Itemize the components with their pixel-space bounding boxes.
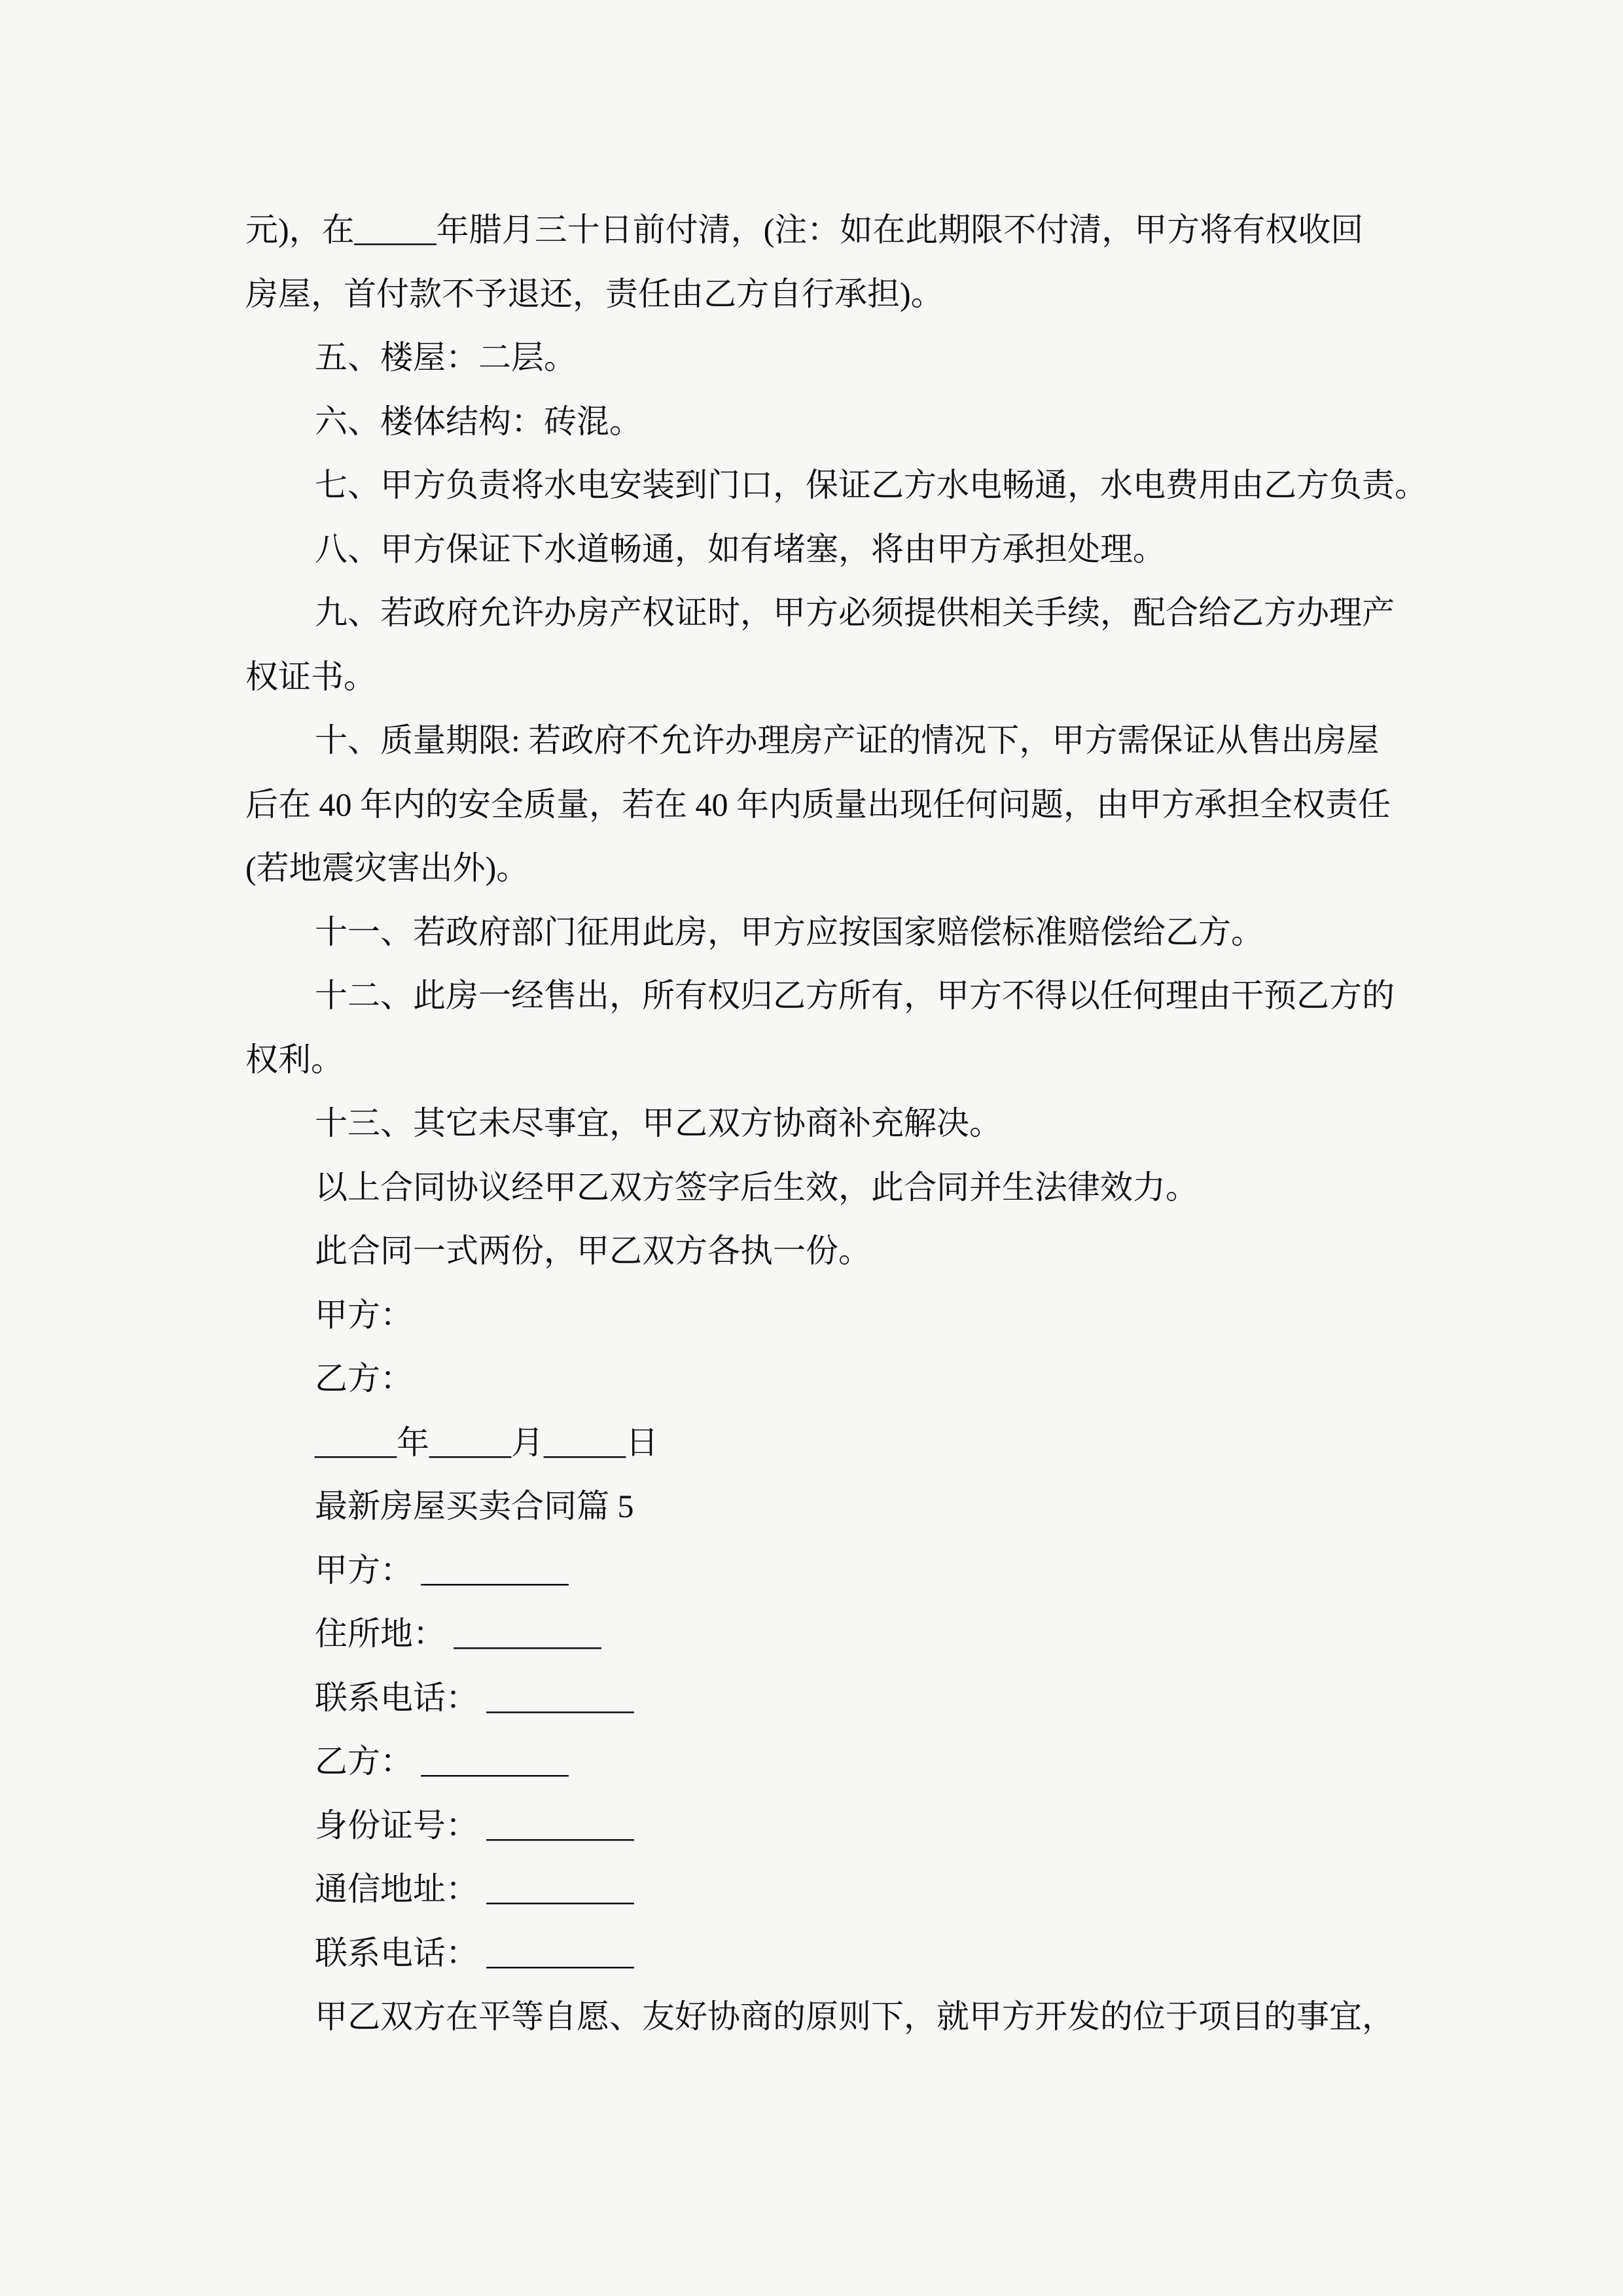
text-line: 六、楼体结构：砖混。 (315, 403, 642, 440)
text-line: 甲乙双方在平等自愿、友好协商的原则下，就甲方开发的位于项目的事宜， (315, 1998, 1395, 2035)
text-line: 此合同一式两份，甲乙双方各执一份。 (315, 1232, 871, 1269)
text-line: 最新房屋买卖合同篇 5 (315, 1488, 634, 1524)
text-line: 十二、此房一经售出，所有权归乙方所有，甲方不得以任何理由干预乙方的 (315, 977, 1395, 1014)
text-line: 十三、其它未尽事宜，甲乙双方协商补充解决。 (315, 1105, 1002, 1141)
text-line: 联系电话： _________ (315, 1679, 634, 1716)
text-line: (若地震灾害出外)。 (245, 850, 529, 886)
text-line: 乙方： _________ (315, 1743, 569, 1780)
text-line: 十一、若政府部门征用此房，甲方应按国家赔偿标准赔偿给乙方。 (315, 913, 1264, 950)
text-line: 八、甲方保证下水道畅通，如有堵塞，将由甲方承担处理。 (315, 530, 1166, 567)
text-line: 乙方： (315, 1360, 413, 1397)
text-line: 权证书。 (245, 658, 376, 695)
text-line: 通信地址： _________ (315, 1871, 634, 1907)
text-line: 住所地： _________ (315, 1615, 601, 1652)
text-line: 甲方： _________ (315, 1551, 569, 1588)
text-line: 以上合同协议经甲乙双方签字后生效，此合同并生法律效力。 (315, 1168, 1198, 1206)
text-line: 房屋，首付款不予退还，责任由乙方自行承担)。 (245, 275, 944, 312)
text-line: 九、若政府允许办房产权证时，甲方必须提供相关手续，配合给乙方办理产 (315, 594, 1395, 631)
text-line: 元)，在_____年腊月三十日前付清，(注：如在此期限不付清，甲方将有权收回 (245, 211, 1364, 248)
text-line: 七、甲方负责将水电安装到门口，保证乙方水电畅通，水电费用由乙方负责。 (315, 467, 1427, 503)
text-line: 联系电话： _________ (315, 1934, 634, 1971)
text-line: 权利。 (245, 1041, 344, 1078)
text-line: 后在 40 年内的安全质量，若在 40 年内质量出现任何问题，由甲方承担全权责任 (245, 785, 1391, 823)
document-lines (245, 198, 1427, 2049)
text-line: 十、质量期限: 若政府不允许办理房产证的情况下，甲方需保证从售出房屋 (315, 722, 1380, 759)
text-line: 身份证号： _________ (315, 1806, 634, 1844)
text-line: _____年_____月_____日 (315, 1424, 658, 1461)
text-line: 甲方： (315, 1296, 413, 1333)
text-line: 五、楼屋：二层。 (315, 339, 577, 376)
